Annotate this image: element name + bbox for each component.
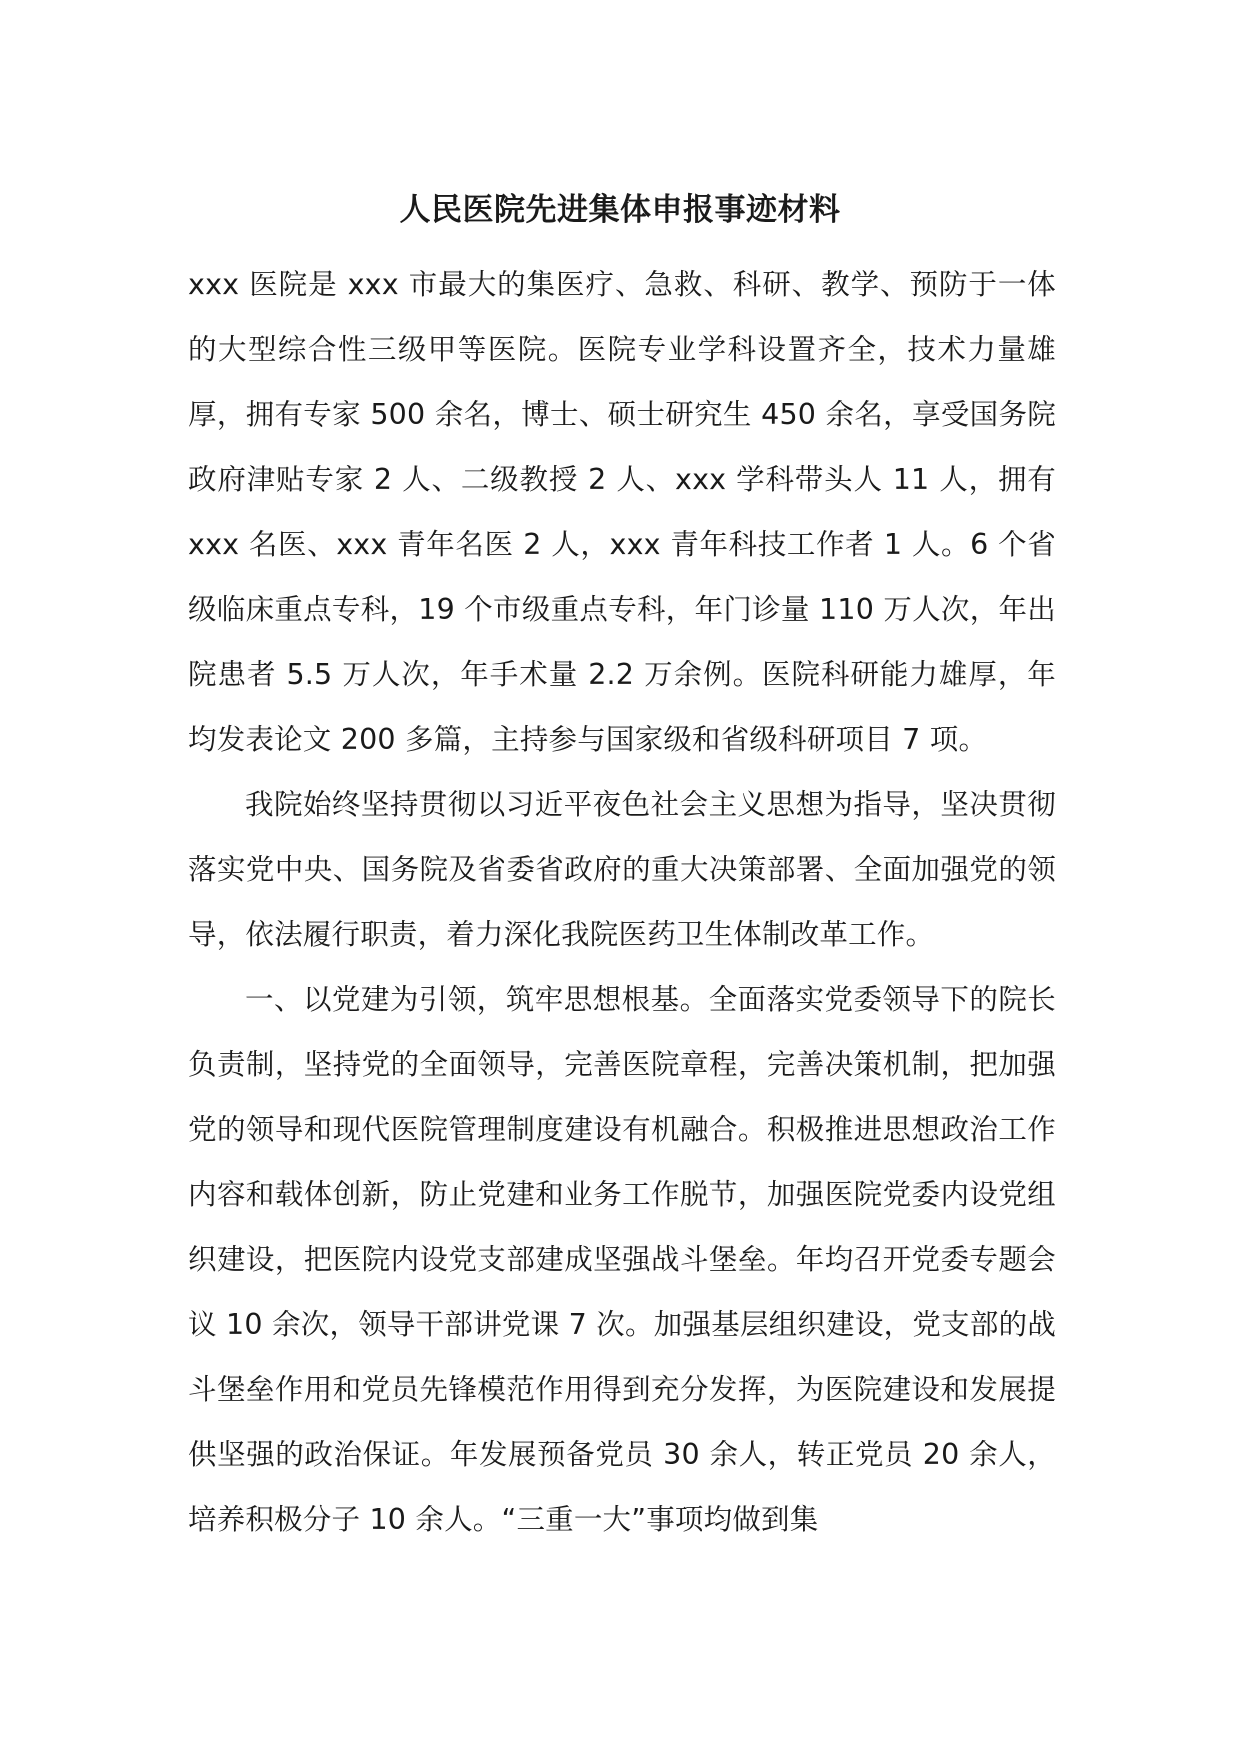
paragraph-party-building: 一、以党建为引领，筑牢思想根基。全面落实党委领导下的院长负责制，坚持党的全面领导，完善医院章程，完善决策机制，把加强党的领导和现代医院管理制度建设有机融合。积极推进思想政治工作内容和载体创新，防止党建和业务工作脱节，加强医院党委内设党组织建设，把医院内设党支部建成坚强战斗堡垒。年均召开党委专题会议 10 余次，领导干部讲党课 7 次。加强基层组织建设，党支部的战斗堡垒作用和党员先锋模范作用得到充分发挥，为医院建设和发展提供坚强的政治保证。年发展预备党员 30 余人，转正党员 20 余人，培养积极分子 10 余人。“三重一大”事项均做到集 (188, 983, 1056, 1536)
document-body (188, 252, 1056, 1552)
paragraph-hospital-overview: xxx 医院是 xxx 市最大的集医疗、急救、科研、教学、预防于一体的大型综合性三级甲等医院。医院专业学科设置齐全，技术力量雄厚，拥有专家 500 余名，博士、硕士研究生 450 余名，享受国务院政府津贴专家 2 人、二级教授 2 人、xxx 学科带头人 11 人，拥有 xxx 名医、xxx 青年名医 2 人，xxx 青年科技工作者 1 人。6 个省级临床重点专科，19 个市级重点专科，年门诊量 110 万人次，年出院患者 5.5 万人次，年手术量 2.2 万余例。医院科研能力雄厚，年均发表论文 200 多篇，主持参与国家级和省级科研项目 7 项。 (188, 268, 1056, 756)
paragraph-guiding-thought: 我院始终坚持贯彻以习近平夜色社会主义思想为指导，坚决贯彻落实党中央、国务院及省委省政府的重大决策部署、全面加强党的领导，依法履行职责，着力深化我院医药卫生体制改革工作。 (188, 788, 1056, 951)
document-title: 人民医院先进集体申报事迹材料 (399, 192, 841, 228)
